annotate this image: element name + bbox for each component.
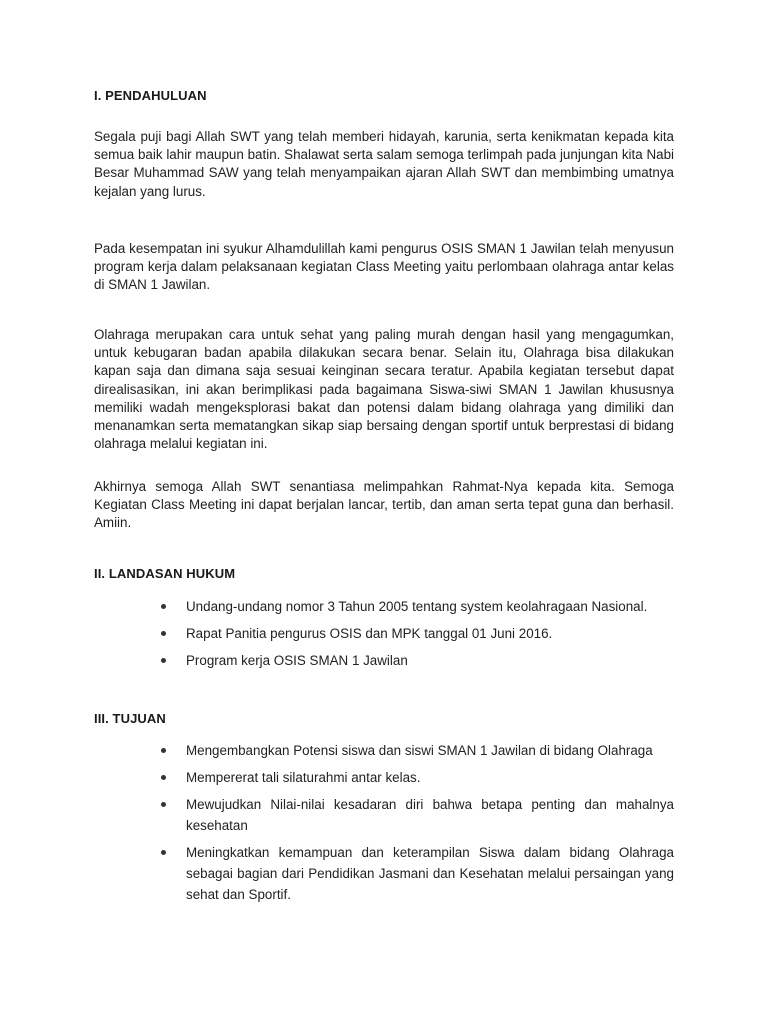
list-item: [94, 623, 674, 644]
list-item-text: Meningkatkan kemampuan dan keterampilan Siswa dalam bidang Olahraga sebagai bagian dari Pendidikan Jasmani dan Kesehatan melalui persaingan yang sehat dan Sportif.: [186, 845, 674, 902]
bullet-icon: [161, 850, 166, 855]
bullet-icon: [161, 748, 166, 753]
section-heading-pendahuluan: I. PENDAHULUAN: [94, 88, 207, 103]
section-heading-landasan-hukum: II. LANDASAN HUKUM: [94, 566, 236, 581]
paragraph-olahraga: Olahraga merupakan cara untuk sehat yang paling murah dengan hasil yang mengagumkan, untuk kebugaran badan apabila dilakukan secara benar. Selain itu, Olahraga bisa dilakukan kapan saja dan dimana saja sesuai keinginan secara teratur. Apabila kegiatan tersebut dapat direalisasikan, ini akan berimplikasi pada bagaimana Siswa-siwi SMAN 1 Jawilan khususnya memiliki wadah mengeksplorasi bakat dan potensi dalam bidang olahraga yang dimiliki dan menanamkan serta mematangkan sikap siap bersaing dengan sportif untuk berprestasi di bidang olahraga melalui kegiatan ini.: [94, 327, 674, 452]
list-item-text: Rapat Panitia pengurus OSIS dan MPK tanggal 01 Juni 2016.: [186, 626, 553, 641]
bullet-icon: [161, 658, 166, 663]
paragraph-opening: Segala puji bagi Allah SWT yang telah memberi hidayah, karunia, serta kenikmatan kepada kita semua baik lahir maupun batin. Shalawat serta salam semoga terlimpah pada junjungan kita Nabi Besar Muhammad SAW yang telah menyampaikan ajaran Allah SWT dan membimbing umatnya kejalan yang lurus.: [94, 129, 674, 199]
list-item-text: Mewujudkan Nilai-nilai kesadaran diri bahwa betapa penting dan mahalnya kesehatan: [186, 797, 674, 833]
bullet-icon: [161, 631, 166, 636]
list-item: [94, 740, 674, 761]
list-landasan-hukum: [94, 596, 674, 671]
list-item-text: Undang-undang nomor 3 Tahun 2005 tentang system keolahragaan Nasional.: [186, 599, 648, 614]
list-item-text: Program kerja OSIS SMAN 1 Jawilan: [186, 653, 408, 668]
bullet-icon: [161, 775, 166, 780]
list-item-text: Mengembangkan Potensi siswa dan siswi SMAN 1 Jawilan di bidang Olahraga: [186, 743, 653, 758]
list-tujuan: [94, 740, 674, 905]
bullet-icon: [161, 604, 166, 609]
section-heading-tujuan: III. TUJUAN: [94, 711, 166, 726]
list-item-text: Mempererat tali silaturahmi antar kelas.: [186, 770, 421, 785]
paragraph-program: Pada kesempatan ini syukur Alhamdulillah kami pengurus OSIS SMAN 1 Jawilan telah menyusun program kerja dalam pelaksanaan kegiatan Class Meeting yaitu perlombaan olahraga antar kelas di SMAN 1 Jawilan.: [94, 241, 674, 293]
list-item: [94, 596, 674, 617]
list-item: [94, 842, 674, 905]
bullet-icon: [161, 802, 166, 807]
paragraph-closing: Akhirnya semoga Allah SWT senantiasa melimpahkan Rahmat-Nya kepada kita. Semoga Kegiatan Class Meeting ini dapat berjalan lancar, tertib, dan aman serta tepat guna dan berhasil. Amiin.: [94, 479, 674, 531]
list-item: [94, 767, 674, 788]
list-item: [94, 650, 674, 671]
list-item: [94, 794, 674, 836]
